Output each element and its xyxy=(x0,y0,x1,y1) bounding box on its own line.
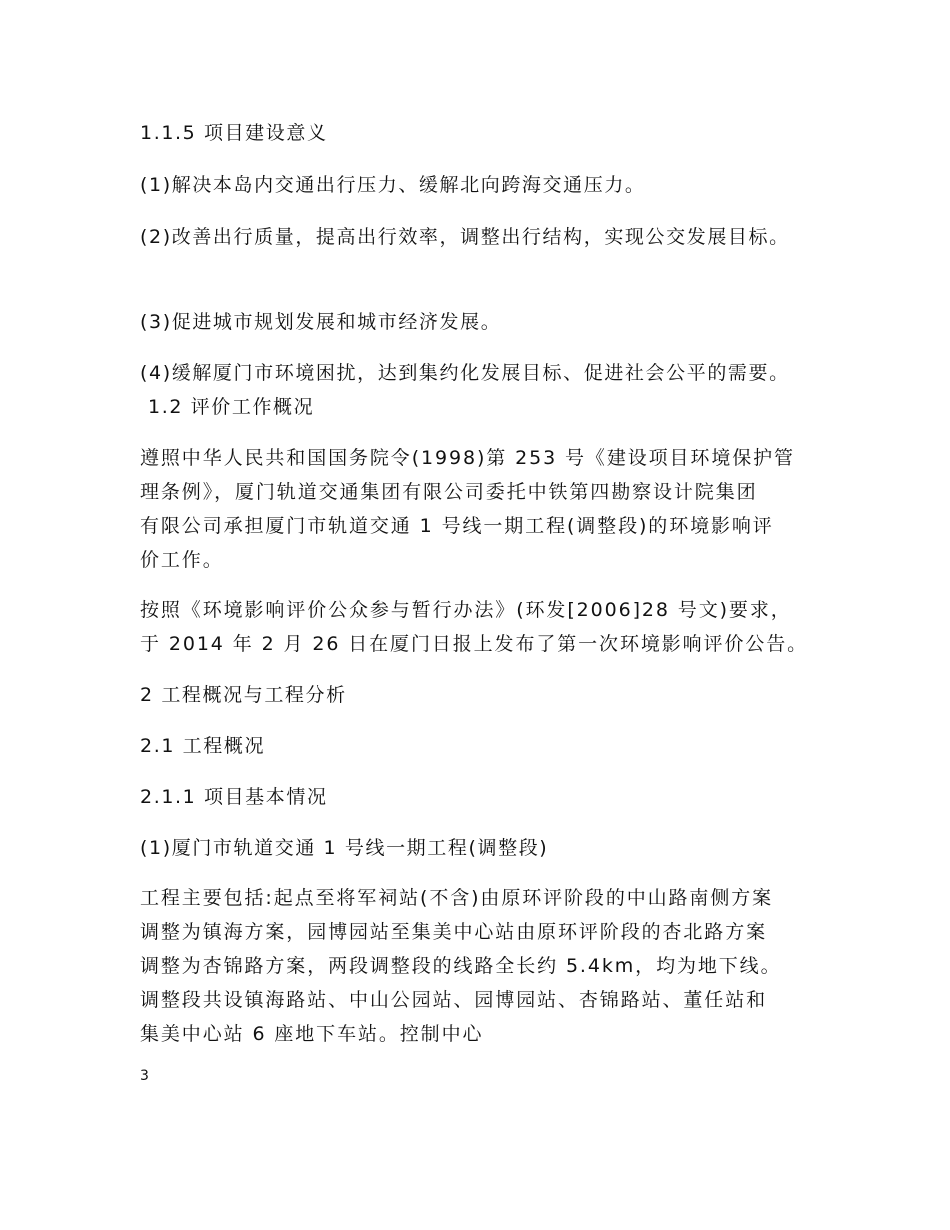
section-heading-2-1: 2.1 工程概况 xyxy=(140,735,266,757)
paragraph-line: 理条例》，厦门轨道交通集团有限公司委托中铁第四勘察设计院集团 xyxy=(140,481,758,503)
list-item-3: (3)促进城市规划发展和城市经济发展。 xyxy=(140,311,502,333)
paragraph-line: 调整段共设镇海路站、中山公园站、园博园站、杏锦路站、董任站和 xyxy=(140,989,768,1011)
paragraph-line: 调整为杏锦路方案，两段调整段的线路全长约 5.4km，均为地下线。 xyxy=(140,955,782,977)
paragraph-line: 遵照中华人民共和国国务院令(1998)第 253 号《建设项目环境保护管 xyxy=(140,447,795,469)
list-item-project: (1)厦门市轨道交通 1 号线一期工程(调整段) xyxy=(140,837,549,859)
list-item-2: (2)改善出行质量，提高出行效率，调整出行结构，实现公交发展目标。 xyxy=(140,226,790,248)
section-heading-1-1-5: 1.1.5 项目建设意义 xyxy=(140,122,328,144)
paragraph-line: 价工作。 xyxy=(140,549,224,571)
paragraph-line: 按照《环境影响评价公众参与暂行办法》(环发[2006]28 号文)要求， xyxy=(140,599,792,621)
section-heading-2-1-1: 2.1.1 项目基本情况 xyxy=(140,786,328,808)
paragraph-line: 工程主要包括:起点至将军祠站(不含)由原环评阶段的中山路南侧方案 xyxy=(140,887,774,909)
paragraph-line: 调整为镇海方案，园博园站至集美中心站由原环评阶段的杏北路方案 xyxy=(140,921,768,943)
paragraph-line: 有限公司承担厦门市轨道交通 1 号线一期工程(调整段)的环境影响评 xyxy=(140,515,774,537)
page-number: 3 xyxy=(140,1068,149,1084)
chapter-heading-2: 2 工程概况与工程分析 xyxy=(140,684,347,706)
paragraph-line: 于 2014 年 2 月 26 日在厦门日报上发布了第一次环境影响评价公告。 xyxy=(140,633,809,655)
paragraph-line: 集美中心站 6 座地下车站。控制中心 xyxy=(140,1023,484,1045)
list-item-4: (4)缓解厦门市环境困扰，达到集约化发展目标、促进社会公平的需要。 xyxy=(140,362,790,384)
section-heading-1-2: 1.2 评价工作概况 xyxy=(148,396,315,418)
list-item-1: (1)解决本岛内交通出行压力、缓解北向跨海交通压力。 xyxy=(140,174,646,196)
